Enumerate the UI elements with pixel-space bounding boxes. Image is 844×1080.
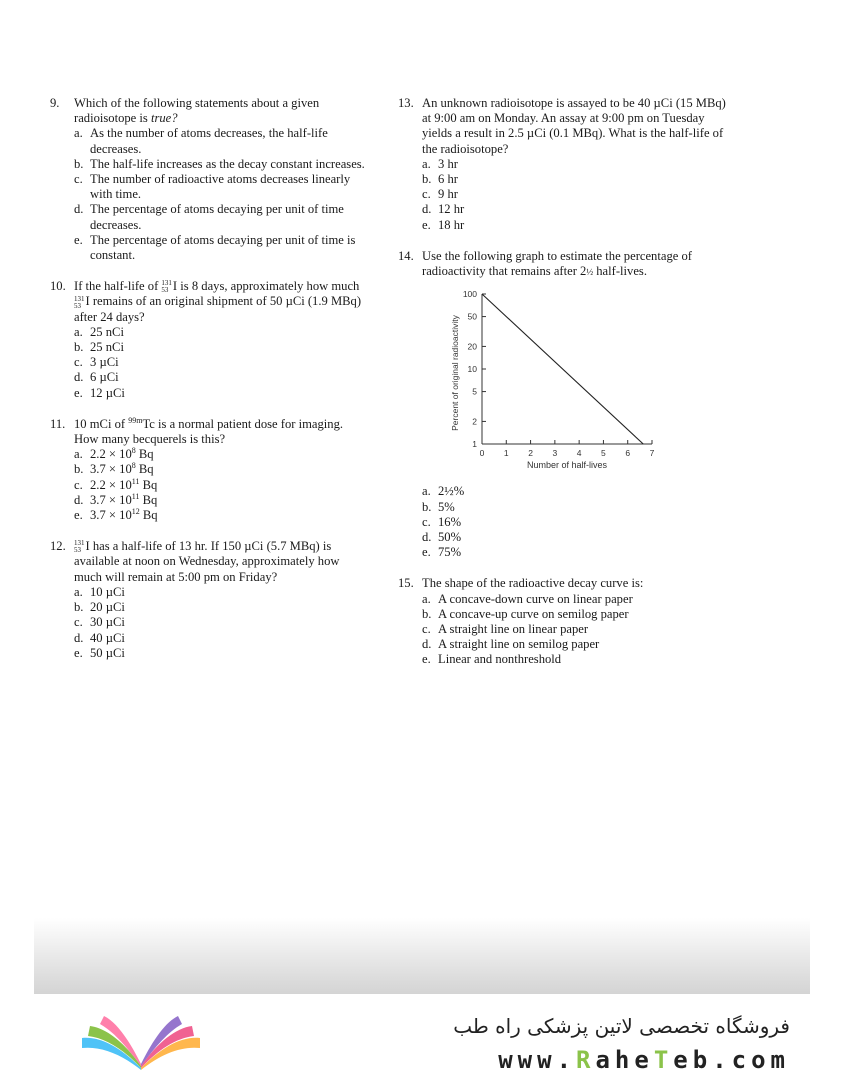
y-tick-label: 1 — [472, 439, 477, 450]
shop-name: فروشگاه تخصصی لاتین پزشکی راه طب — [453, 1014, 790, 1038]
isotope-notation: 131 53 — [74, 539, 85, 555]
decay-series-line — [482, 294, 643, 444]
answer-option — [422, 545, 728, 560]
answer-option — [74, 462, 370, 477]
book-logo-icon — [76, 1008, 206, 1072]
option-letter: e. — [74, 508, 83, 523]
y-axis-label: Percent of original radioactivity — [450, 315, 460, 432]
option-text: A concave-down curve on linear paper — [438, 591, 633, 606]
option-text: A concave-up curve on semilog paper — [438, 606, 629, 621]
option-text: 30 µCi — [90, 615, 125, 630]
question-13 — [398, 96, 728, 233]
option-letter: e. — [74, 385, 83, 400]
option-letter: e. — [74, 232, 83, 247]
answer-option — [74, 508, 370, 523]
question-stem: Use the following graph to estimate the percentage of radioactivity that remains after 2½ half-lives. — [422, 248, 692, 279]
question-stem: 131 53 I has a half-life of 13 hr. If 150 µCi (5.7 MBq) is available at noon on Wednesday, approximately how much will remain at 5:00 pm on Friday? — [74, 539, 340, 584]
option-text: The percentage of atoms decaying per unit of time is constant. — [90, 232, 356, 263]
answer-option — [74, 202, 370, 232]
option-text: A straight line on semilog paper — [438, 637, 600, 652]
question-11 — [50, 417, 370, 523]
option-letter: c. — [74, 615, 83, 630]
isotope-notation: 131 53 — [74, 294, 85, 310]
x-tick-label: 0 — [479, 448, 485, 459]
option-text: 25 nCi — [90, 340, 124, 355]
answer-option — [422, 202, 728, 217]
option-text: $2.2 \times 10^{11}$ Bq — [90, 476, 158, 492]
x-tick-label: 2 — [528, 448, 533, 459]
left-column — [50, 96, 370, 677]
option-letter: e. — [74, 645, 83, 660]
answer-option — [74, 355, 370, 370]
answer-option — [422, 157, 728, 172]
option-letter: d. — [422, 637, 432, 652]
answer-option — [422, 484, 728, 499]
option-letter: e. — [422, 652, 431, 667]
option-letter: c. — [74, 172, 83, 187]
option-text: 16% — [438, 514, 462, 529]
option-letter: c. — [74, 477, 83, 492]
option-letter: c. — [422, 622, 431, 637]
y-tick-label: 2 — [472, 416, 477, 427]
x-tick-label: 1 — [503, 448, 509, 459]
option-text: 2½% — [438, 484, 465, 499]
option-letter: b. — [74, 462, 84, 477]
answer-option — [422, 607, 728, 622]
answer-option — [74, 386, 370, 401]
option-text: A straight line on linear paper — [438, 622, 589, 637]
answer-option — [422, 652, 728, 667]
answer-option — [74, 615, 370, 630]
options — [50, 325, 370, 401]
option-text: 18 hr — [438, 217, 465, 232]
option-letter: a. — [74, 324, 83, 339]
option-letter: b. — [74, 340, 84, 355]
question-stem: If the half-life of 131 53 I is 8 days, approximately how much 131 53 I remains of an original shipment of 50 µCi (1.9 MBq) after 24 days? — [74, 279, 362, 324]
answer-option — [74, 447, 370, 462]
options — [398, 157, 728, 233]
answer-option — [74, 157, 370, 172]
question-stem: The shape of the radioactive decay curve is: — [422, 576, 644, 591]
question-15 — [398, 576, 728, 667]
option-letter: e. — [422, 545, 431, 560]
decay-chart — [434, 286, 674, 476]
answer-option — [74, 340, 370, 355]
y-tick-label: 10 — [467, 364, 477, 375]
option-letter: c. — [422, 187, 431, 202]
answer-option — [422, 530, 728, 545]
question-number: 12. — [50, 539, 66, 554]
option-text: 50 µCi — [90, 645, 125, 660]
option-text: 10 µCi — [90, 584, 125, 599]
question-10 — [50, 279, 370, 401]
option-text: Linear and nonthreshold — [438, 652, 562, 667]
option-letter: d. — [74, 202, 84, 217]
option-text: $3.7 \times 10^{12}$ Bq — [90, 506, 158, 523]
answer-option — [422, 172, 728, 187]
answer-option — [74, 172, 370, 202]
right-column — [398, 96, 728, 684]
y-tick-label: 20 — [467, 341, 477, 352]
x-tick-label: 4 — [576, 448, 582, 459]
x-tick-label: 5 — [601, 448, 606, 459]
answer-option — [74, 478, 370, 493]
answer-option — [422, 515, 728, 530]
option-letter: a. — [422, 156, 431, 171]
option-text: 3 µCi — [90, 355, 119, 370]
footer-shadow-band — [34, 918, 810, 994]
answer-option — [422, 187, 728, 202]
option-letter: b. — [422, 499, 432, 514]
option-letter: a. — [74, 447, 83, 462]
question-9 — [50, 96, 370, 263]
option-text: 3 hr — [438, 156, 458, 171]
option-text: 75% — [438, 545, 462, 560]
answer-option — [74, 646, 370, 661]
answer-option — [74, 600, 370, 615]
answer-option — [74, 631, 370, 646]
answer-option — [422, 637, 728, 652]
x-axis-label: Number of half-lives — [526, 460, 608, 471]
answer-option — [74, 126, 370, 156]
option-text: $2.2 \times 10^8$ Bq — [90, 446, 154, 462]
question-number: 14. — [398, 248, 414, 263]
answer-option — [74, 585, 370, 600]
question-12 — [50, 539, 370, 661]
option-letter: e. — [422, 217, 431, 232]
option-letter: d. — [422, 202, 432, 217]
option-text: The percentage of atoms decaying per unit of time decreases. — [90, 202, 344, 232]
shop-url: www.RaheTeb.com — [498, 1046, 790, 1074]
question-number: 13. — [398, 96, 414, 110]
question-stem: Which of the following statements about a given radioisotope is true? — [74, 96, 320, 126]
options — [50, 585, 370, 661]
option-text: 40 µCi — [90, 630, 125, 645]
option-letter: a. — [74, 126, 83, 141]
question-number: 11. — [50, 416, 66, 431]
y-tick-label: 100 — [462, 289, 477, 300]
question-number: 9. — [50, 96, 60, 110]
options — [50, 447, 370, 523]
option-letter: a. — [74, 584, 83, 599]
option-letter: c. — [74, 355, 83, 370]
answer-option — [74, 325, 370, 340]
x-tick-label: 3 — [552, 448, 558, 459]
options — [50, 126, 370, 263]
y-tick-label: 5 — [472, 386, 477, 397]
question-14 — [398, 249, 728, 561]
option-text: The number of radioactive atoms decreases linearly with time. — [90, 172, 351, 202]
options — [398, 484, 728, 560]
option-letter: d. — [74, 492, 84, 507]
option-text: 20 µCi — [90, 600, 125, 615]
isotope-notation: 131 53 — [161, 279, 172, 295]
option-text: $3.7 \times 10^{11}$ Bq — [90, 491, 158, 507]
option-text: 9 hr — [438, 187, 458, 202]
option-letter: d. — [74, 370, 84, 385]
option-text: 6 hr — [438, 172, 458, 187]
option-letter: a. — [422, 591, 431, 606]
x-tick-label: 7 — [649, 448, 655, 459]
option-text: 25 nCi — [90, 324, 124, 339]
option-text: As the number of atoms decreases, the half-life decreases. — [90, 126, 328, 156]
answer-option — [74, 493, 370, 508]
question-stem: 10 mCi of $^{99m}$Tc is a normal patient dose for imaging. How many becquerels is this? — [74, 415, 344, 447]
option-text: The half-life increases as the decay constant increases. — [90, 156, 365, 171]
option-text: 50% — [438, 530, 462, 545]
answer-option — [422, 592, 728, 607]
option-text: 6 µCi — [90, 370, 119, 385]
option-text: $3.7 \times 10^8$ Bq — [90, 461, 154, 477]
y-tick-label: 50 — [467, 311, 477, 322]
option-letter: b. — [422, 172, 432, 187]
question-stem: An unknown radioisotope is assayed to be 40 µCi (15 MBq) at 9:00 am on Monday. An assay at 9:00 pm on Tuesday yields a result in 2.5 µCi (0.1 MBq). What is the half-life of the radioisotope? — [422, 96, 726, 156]
option-letter: a. — [422, 484, 431, 499]
option-letter: c. — [422, 514, 431, 529]
answer-option — [422, 622, 728, 637]
option-letter: d. — [422, 530, 432, 545]
option-letter: b. — [74, 156, 84, 171]
answer-option — [422, 218, 728, 233]
answer-option — [422, 500, 728, 515]
question-number: 10. — [50, 279, 66, 294]
option-letter: d. — [74, 630, 84, 645]
option-text: 12 hr — [438, 202, 465, 217]
answer-option — [74, 370, 370, 385]
option-letter: b. — [74, 600, 84, 615]
option-text: 5% — [438, 499, 455, 514]
x-tick-label: 6 — [625, 448, 631, 459]
option-text: 12 µCi — [90, 385, 125, 400]
question-number: 15. — [398, 576, 414, 591]
answer-option — [74, 233, 370, 263]
option-letter: b. — [422, 606, 432, 621]
options — [398, 592, 728, 668]
